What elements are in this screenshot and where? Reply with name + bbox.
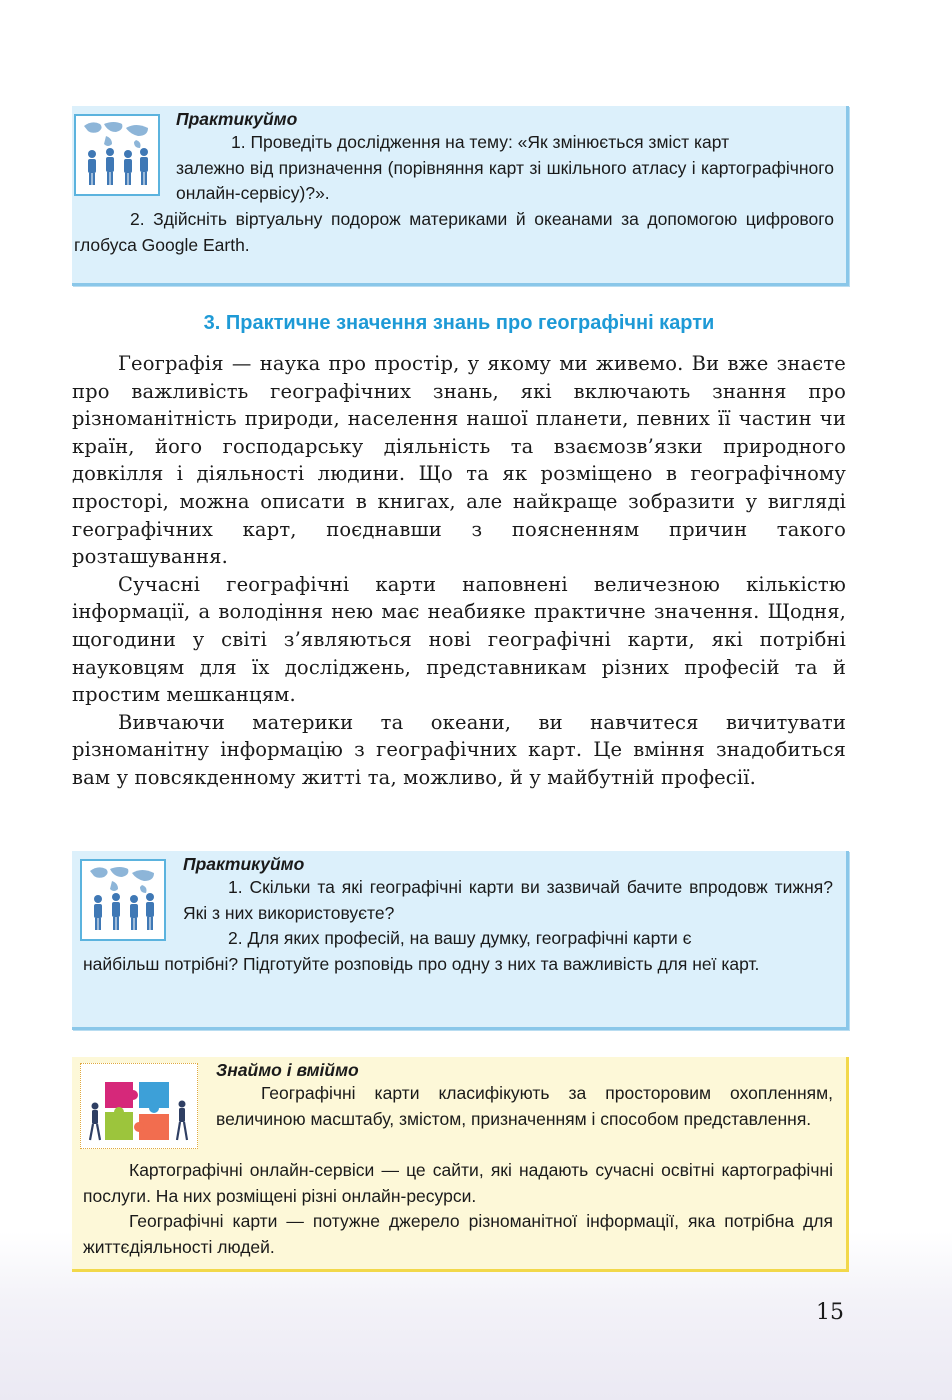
- summary-paragraph-3: Географічні карти — потужне джерело різноманітної інформації, яка потрібна для життєдіяльності людей.: [83, 1211, 833, 1257]
- page-number: 15: [816, 1300, 844, 1325]
- paragraph-2: Сучасні географічні карти наповнені величезною кількістю інформації, а володіння нею має неабияке практичне значення. Щодня, щогодини у світі з’являються нові географічні карти, які потрібні науковцям для їх досліджень, представникам різних професій та й простим мешканцям.: [72, 572, 846, 707]
- people-map-icon: [80, 859, 166, 941]
- puzzle-people-icon: [80, 1063, 198, 1149]
- practice-box-2: [72, 851, 849, 1030]
- practice-item-1-first-line: 1. Проведіть дослідження на тему: «Як змінюється зміст карт: [231, 132, 730, 152]
- practice-item-2: 2. Здійсніть віртуальну подорож материками й океанами за допомогою цифрового глобуса Google Earth.: [74, 209, 834, 255]
- paragraph-1: Географія — наука про простір, у якому ми живемо. Ви вже знаєте про важливість географічних знань, які включають знання про різноманітність природи, населення нашої планети, певних її частин чи країн, його господарську діяльність та взаємозв’язки природного довкілля і діяльності людини. Що та як розміщено в географічному просторі, можна описати в книгах, але найкраще зобразити у вигляді географічних карт, поєднавши з поясненням причин такого розташування.: [72, 352, 846, 569]
- practice-item-1: 1. Скільки та які географічні карти ви зазвичай бачите впродовж тижня? Які з них використовуєте?: [183, 877, 833, 923]
- section-body: [72, 350, 846, 792]
- summary-paragraph-2: Картографічні онлайн-сервіси — це сайти, які надають сучасні освітні картографічні послуги. На них розміщені різні онлайн-ресурси.: [83, 1160, 833, 1206]
- practice-title: Практикуймо: [183, 854, 305, 874]
- people-map-icon: [74, 114, 160, 196]
- paragraph-3: Вивчаючи материки та океани, ви навчитеся вичитувати різноманітну інформацію з географічних карт. Це вміння знадобиться вам у повсякденному житті та, можливо, й у майбутній професії.: [72, 710, 846, 789]
- practice-item-1-rest: залежно від призначення (порівняння карт зі шкільного атласу і картографічного онлайн-сервісу)?».: [176, 157, 834, 203]
- practice-item-2-rest: найбільш потрібні? Підготуйте розповідь про одну з них та важливість для неї карт.: [83, 954, 760, 974]
- summary-box: [72, 1057, 849, 1272]
- section-heading: 3. Практичне значення знань про географічні карти: [203, 312, 715, 334]
- practice-box-1: [72, 106, 849, 286]
- practice-title: Практикуймо: [176, 109, 298, 129]
- summary-paragraph-1: Географічні карти класифікують за просторовим охопленням, величиною масштабу, змістом, призначенням і способом представлення.: [216, 1083, 833, 1129]
- summary-title: Знаймо і вміймо: [216, 1060, 359, 1080]
- practice-item-2-first-line: 2. Для яких професій, на вашу думку, географічні карти є: [228, 928, 692, 948]
